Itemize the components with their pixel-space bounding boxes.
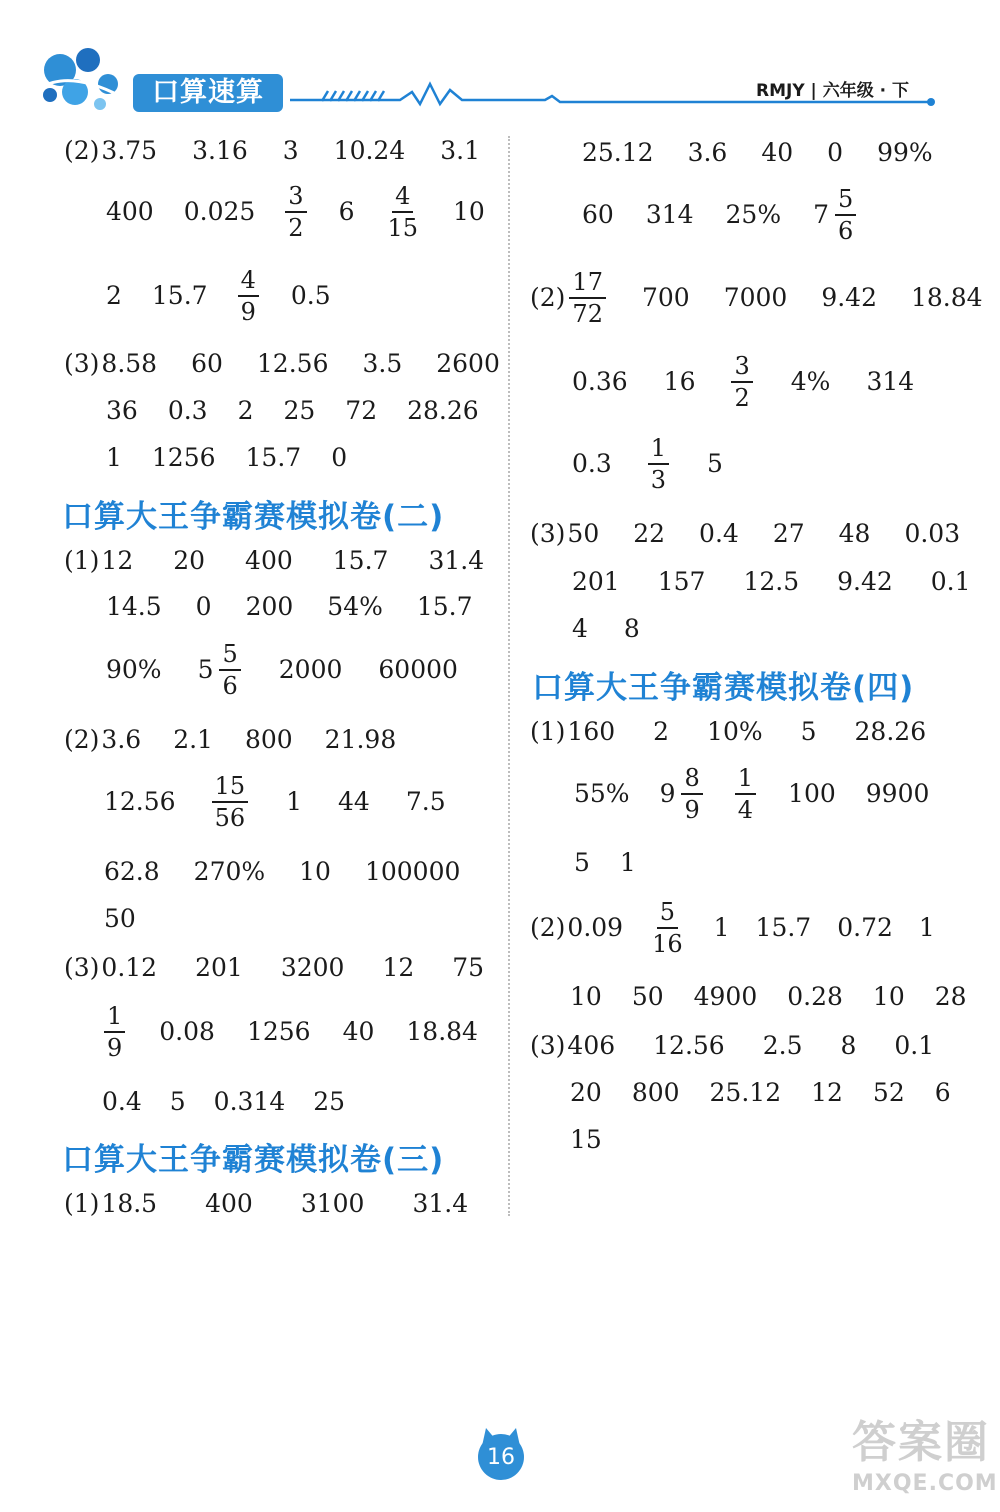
answer-line <box>106 441 347 473</box>
answer-value: 201 <box>195 952 243 982</box>
fraction <box>569 268 606 328</box>
answer-value: 6 <box>934 1077 951 1107</box>
answer-value: 1 <box>918 913 935 942</box>
answer-value: 1 <box>286 787 303 816</box>
answer-value: 5 <box>800 716 817 746</box>
fraction-numerator: 5 <box>657 898 678 929</box>
mixed-whole: 7 <box>813 200 830 229</box>
answer-value: 75 <box>452 952 485 982</box>
problem-label: (2) <box>64 724 100 754</box>
answer-value: 9900 <box>865 779 930 808</box>
answer-value: 22 <box>633 518 666 548</box>
answer-value: 10% <box>707 716 763 746</box>
answer-value: 3 <box>282 135 299 165</box>
answer-value: 2.1 <box>173 724 213 754</box>
answer-value: 160 <box>567 716 616 746</box>
answer-line <box>582 185 858 245</box>
answer-value: 15.7 <box>332 545 389 575</box>
answer-value: 36 <box>106 395 138 425</box>
answer-value: 4 <box>572 613 588 643</box>
answer-value: 90% <box>106 655 162 684</box>
answer-value: 1256 <box>151 442 216 472</box>
answer-value: 25 <box>283 395 316 425</box>
fraction-numerator: 15 <box>212 772 249 803</box>
answer-line <box>572 612 640 644</box>
answer-value: 314 <box>866 367 915 396</box>
answer-value: 0.12 <box>101 952 158 982</box>
answer-value: 10.24 <box>333 135 406 165</box>
answer-line <box>102 1002 478 1062</box>
answer-value: 0.28 <box>787 981 843 1011</box>
fraction-denominator: 15 <box>387 214 419 242</box>
answer-value: 15.7 <box>755 913 812 942</box>
answer-value: 314 <box>645 200 694 229</box>
answer-value: 1 <box>106 442 122 472</box>
fraction <box>384 182 421 242</box>
answer-line <box>64 723 396 755</box>
watermark <box>852 1415 998 1505</box>
fraction-numerator: 5 <box>219 640 240 671</box>
mixed-number <box>813 185 858 245</box>
answer-line <box>570 1123 602 1155</box>
fraction-numerator: 1 <box>648 434 669 465</box>
problem-label: (3) <box>64 952 100 982</box>
answer-value: 0.4 <box>699 518 739 548</box>
answer-value: 0.03 <box>904 518 961 548</box>
answer-value: 3.16 <box>192 135 248 165</box>
answer-line <box>106 590 473 622</box>
answer-value: 0.1 <box>930 566 971 596</box>
answer-value: 60 <box>582 200 614 229</box>
answer-value: 16 <box>663 367 696 396</box>
answer-value: 15.7 <box>151 281 208 310</box>
answer-line <box>572 352 914 412</box>
answer-value: 0.3 <box>572 449 612 478</box>
fraction-denominator: 9 <box>107 1034 123 1062</box>
fraction <box>735 764 756 824</box>
fraction-numerator: 3 <box>285 182 306 213</box>
answer-value: 0.08 <box>159 1017 215 1046</box>
answer-value: 20 <box>173 545 206 575</box>
problem-label: (3) <box>530 1030 566 1060</box>
answer-value: 12 <box>382 952 415 982</box>
page-header <box>0 0 1000 125</box>
answer-value: 1256 <box>246 1017 311 1046</box>
section-title-4: 口算大王争霸赛模拟卷(四) <box>532 670 915 706</box>
answer-value: 1 <box>713 913 730 942</box>
answer-value: 72 <box>345 395 378 425</box>
answer-value: 2 <box>106 281 122 310</box>
fraction-numerator: 5 <box>835 185 856 216</box>
answer-line <box>104 855 460 887</box>
page-number: 16 <box>478 1434 524 1480</box>
answer-value: 4% <box>790 367 831 396</box>
answer-line <box>104 902 136 934</box>
answer-value: 3200 <box>280 952 345 982</box>
fraction-numerator: 4 <box>238 266 259 297</box>
answer-value: 12.56 <box>256 348 329 378</box>
fraction-numerator: 17 <box>569 268 606 299</box>
answer-value: 28.26 <box>407 395 479 425</box>
section-title-2: 口算大王争霸赛模拟卷(二) <box>62 499 445 535</box>
answer-value: 1 <box>619 847 636 877</box>
answer-value: 700 <box>641 283 690 312</box>
fraction <box>238 266 259 326</box>
answer-line <box>64 544 484 576</box>
answer-value: 40 <box>761 137 794 167</box>
page-number-badge <box>478 1434 524 1480</box>
answer-line <box>574 846 636 878</box>
answer-value: 27 <box>772 518 805 548</box>
answer-value: 60 <box>191 348 223 378</box>
answer-value: 800 <box>244 724 293 754</box>
answer-value: 10 <box>299 856 331 886</box>
fraction-denominator: 56 <box>214 804 246 832</box>
answer-value: 9.42 <box>837 566 893 596</box>
fraction-denominator: 9 <box>240 298 256 326</box>
fraction-numerator: 3 <box>731 352 752 383</box>
answer-value: 400 <box>106 197 154 226</box>
answer-line <box>530 517 960 549</box>
answer-value: 25.12 <box>582 137 654 167</box>
section-title-3: 口算大王争霸赛模拟卷(三) <box>62 1142 445 1178</box>
fraction <box>835 185 856 245</box>
answer-value: 25 <box>313 1086 346 1116</box>
answer-value: 0 <box>195 591 212 621</box>
answer-value: 8.58 <box>101 348 158 378</box>
answer-line <box>570 980 967 1012</box>
answer-value: 25.12 <box>709 1077 782 1107</box>
answer-value: 8 <box>840 1030 857 1060</box>
fraction <box>681 764 702 824</box>
mixed-number <box>198 640 243 700</box>
answer-value: 12 <box>811 1077 843 1107</box>
fraction-denominator: 6 <box>838 217 854 245</box>
answer-line <box>530 715 926 747</box>
fraction-numerator: 1 <box>104 1002 125 1033</box>
answer-line <box>104 772 446 832</box>
answer-value: 18.84 <box>406 1017 478 1046</box>
logo-title: 口算速算 <box>133 74 283 112</box>
fraction-denominator: 4 <box>737 796 754 824</box>
answer-value: 60000 <box>378 655 458 684</box>
answer-value: 12.56 <box>104 787 176 816</box>
answer-value: 31.4 <box>428 545 485 575</box>
mixed-whole: 9 <box>659 779 676 808</box>
fraction-denominator: 9 <box>684 796 700 824</box>
answer-value: 0 <box>331 442 348 472</box>
answer-value: 21.98 <box>324 724 397 754</box>
answer-value: 10 <box>872 981 905 1011</box>
answer-value: 3.1 <box>440 135 481 165</box>
answer-value: 15 <box>570 1124 602 1154</box>
answer-value: 400 <box>245 545 293 575</box>
answer-value: 7.5 <box>405 787 446 816</box>
answer-line <box>64 1187 468 1219</box>
answer-value: 10 <box>570 981 602 1011</box>
answer-value: 0.09 <box>567 913 624 942</box>
fraction-numerator: 8 <box>681 764 702 795</box>
answer-line <box>570 1076 951 1108</box>
problem-label: (1) <box>64 545 100 575</box>
answer-value: 0.025 <box>183 197 256 226</box>
problem-label: (2) <box>530 283 566 312</box>
answer-value: 2 <box>653 716 670 746</box>
problem-label: (3) <box>530 518 566 548</box>
answer-value: 9.42 <box>821 283 877 312</box>
answer-value: 406 <box>567 1030 616 1060</box>
answer-value: 40 <box>342 1017 375 1046</box>
answer-value: 6 <box>338 197 355 226</box>
answer-value: 12.5 <box>743 566 800 596</box>
answer-value: 31.4 <box>412 1188 469 1218</box>
fraction-denominator: 3 <box>650 466 667 494</box>
answer-value: 55% <box>574 779 630 808</box>
answer-value: 200 <box>245 591 294 621</box>
answer-line <box>64 951 484 983</box>
fraction <box>212 772 249 832</box>
answer-value: 18.84 <box>910 283 983 312</box>
answer-value: 12.56 <box>653 1030 725 1060</box>
column-divider <box>508 136 510 1216</box>
answer-value: 0.4 <box>102 1086 142 1116</box>
answer-value: 2 <box>237 395 254 425</box>
answer-value: 3.6 <box>687 137 728 167</box>
answer-value: 5 <box>574 847 590 877</box>
answer-line <box>64 134 480 166</box>
answer-value: 44 <box>338 787 370 816</box>
fraction <box>285 182 306 242</box>
fraction-numerator: 4 <box>392 182 413 213</box>
answer-value: 157 <box>657 566 706 596</box>
answer-line <box>530 898 935 958</box>
answer-value: 52 <box>872 1077 905 1107</box>
answer-line <box>106 182 485 242</box>
answer-value: 18.5 <box>101 1188 158 1218</box>
answer-value: 2000 <box>278 655 343 684</box>
answer-value: 48 <box>838 518 871 548</box>
fraction-denominator: 2 <box>734 384 750 412</box>
watermark-url: MXQE.COM <box>852 1471 998 1496</box>
answer-value: 0.3 <box>167 395 208 425</box>
answer-value: 50 <box>567 518 600 548</box>
answer-value: 201 <box>572 566 620 596</box>
answer-value: 0.36 <box>572 367 628 396</box>
answer-value: 2.5 <box>762 1030 803 1060</box>
answer-line <box>574 764 929 824</box>
answer-value: 100 <box>788 779 836 808</box>
grade-label: RMJY | 六年级 · 下 <box>756 81 909 101</box>
answer-value: 54% <box>327 591 383 621</box>
answer-value: 0.314 <box>213 1086 286 1116</box>
answer-value: 0.72 <box>837 913 893 942</box>
answer-line <box>106 394 479 426</box>
fraction <box>648 434 669 494</box>
answer-line <box>572 434 723 494</box>
answer-value: 10 <box>453 197 485 226</box>
answer-value: 12 <box>101 545 134 575</box>
fraction <box>219 640 240 700</box>
answer-value: 28.26 <box>854 716 927 746</box>
answer-line <box>582 136 933 168</box>
answer-value: 3100 <box>300 1188 365 1218</box>
fraction-denominator: 72 <box>572 300 603 328</box>
answer-line <box>530 268 983 328</box>
answer-value: 50 <box>631 981 664 1011</box>
answer-value: 3.6 <box>101 724 142 754</box>
problem-label: (1) <box>530 716 566 746</box>
answer-value: 400 <box>205 1188 253 1218</box>
fraction <box>649 898 686 958</box>
answer-value: 5 <box>707 449 723 478</box>
answer-line <box>106 640 458 700</box>
answer-value: 0.5 <box>290 281 331 310</box>
answer-value: 15.7 <box>416 591 473 621</box>
answer-value: 800 <box>631 1077 680 1107</box>
answer-value: 20 <box>570 1077 602 1107</box>
answer-line <box>106 266 331 326</box>
answer-value: 4900 <box>693 981 758 1011</box>
answer-value: 25% <box>725 200 782 229</box>
answer-value: 14.5 <box>106 591 162 621</box>
answer-value: 15.7 <box>245 442 302 472</box>
fraction-denominator: 16 <box>652 930 683 958</box>
answer-value: 99% <box>877 137 933 167</box>
problem-label: (2) <box>64 135 100 165</box>
problem-label: (2) <box>530 913 566 942</box>
fraction <box>104 1002 125 1062</box>
answer-value: 270% <box>193 856 266 886</box>
answer-line <box>64 347 500 379</box>
mixed-number <box>660 764 705 824</box>
splash-logo-icon <box>40 48 120 110</box>
answer-value: 0 <box>827 137 844 167</box>
answer-value: 62.8 <box>104 856 160 886</box>
problem-label: (3) <box>64 348 100 378</box>
watermark-text: 答案圈 <box>852 1417 990 1468</box>
answer-line <box>530 1029 934 1061</box>
answer-value: 8 <box>623 613 640 643</box>
fraction <box>731 352 752 412</box>
answer-value: 5 <box>169 1086 186 1116</box>
answer-value: 28 <box>934 981 967 1011</box>
problem-label: (1) <box>64 1188 100 1218</box>
answer-value: 50 <box>104 903 136 933</box>
answer-value: 3.75 <box>101 135 158 165</box>
answer-value: 7000 <box>723 283 788 312</box>
answer-line <box>102 1085 345 1117</box>
answer-value: 100000 <box>364 856 461 886</box>
answer-value: 2600 <box>436 348 500 378</box>
fraction-numerator: 1 <box>735 764 756 795</box>
answer-value: 3.5 <box>362 348 403 378</box>
fraction-denominator: 6 <box>222 672 238 700</box>
answer-line <box>572 565 971 597</box>
mixed-whole: 5 <box>197 655 214 684</box>
fraction-denominator: 2 <box>288 214 304 242</box>
answer-value: 0.1 <box>894 1030 935 1060</box>
